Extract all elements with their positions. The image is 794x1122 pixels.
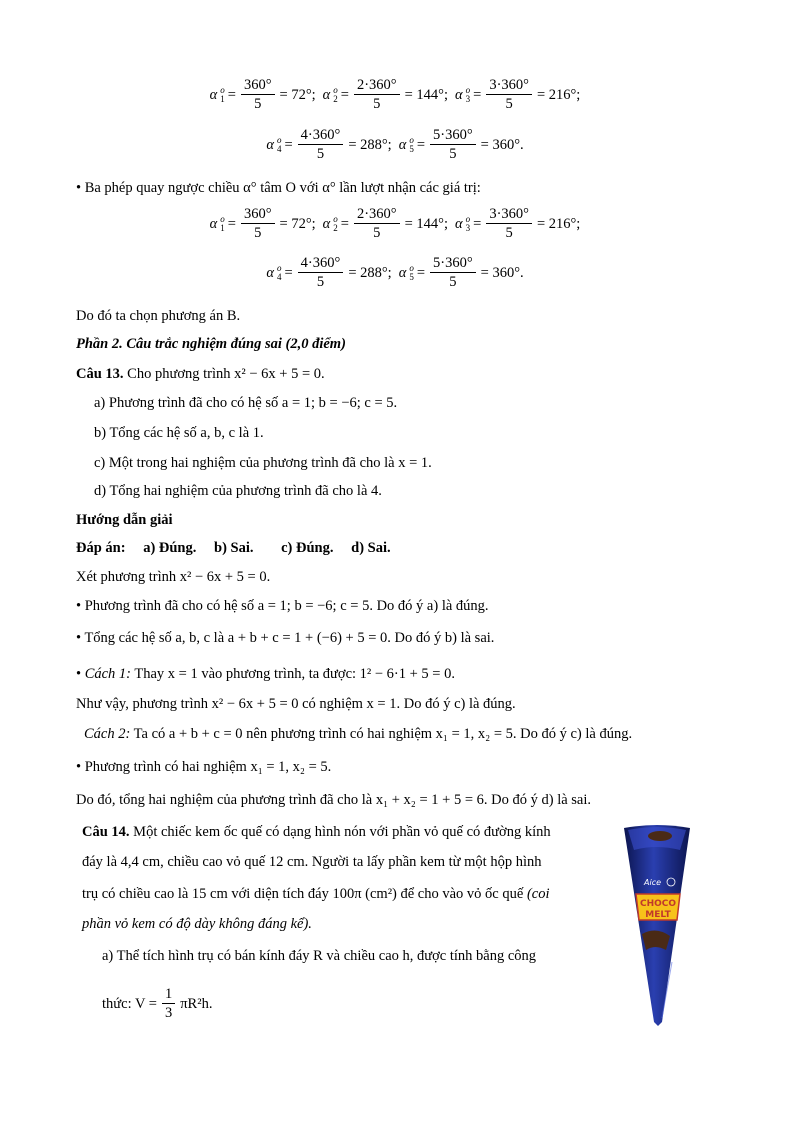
- fraction-denominator: 5: [449, 146, 457, 162]
- answer-a: a) Đúng.: [143, 540, 197, 556]
- result-value: = 216°;: [536, 215, 581, 232]
- formula-fraction: [162, 985, 175, 1022]
- alpha-subscript: 2: [333, 222, 338, 233]
- fraction: [354, 205, 400, 242]
- equals-sign: =: [473, 215, 482, 232]
- method-2-text: Ta có a + b + c = 0 nên phương trình có hai nghiệm x₁ = 1, x₂ = 5. Do đó ý c) là đúng.: [130, 726, 633, 742]
- answer-c: c) Đúng.: [281, 540, 334, 556]
- logo-text-2: MELT: [645, 910, 671, 920]
- fraction-denominator: 5: [254, 96, 262, 112]
- q14-line-3: [82, 884, 549, 904]
- solution-line-5: Như vậy, phương trình x² − 6x + 5 = 0 có nghiệm x = 1. Do đó ý c) là đúng.: [76, 696, 516, 712]
- alpha-term: [210, 76, 316, 113]
- q13-option-b: b) Tổng các hệ số a, b, c là 1.: [94, 425, 264, 441]
- result-value: = 360°.: [480, 136, 524, 153]
- solution-line-4: • Cách 1: Thay x = 1 vào phương trình, ta được: 1² − 6·1 + 5 = 0.: [76, 666, 455, 682]
- result-value: = 144°;: [404, 215, 448, 232]
- alpha-superscript: o: [333, 213, 338, 224]
- fraction: [486, 205, 532, 242]
- q13-option-c: c) Một trong hai nghiệm của phương trình đã cho là x = 1.: [94, 455, 432, 471]
- equals-sign: =: [340, 86, 349, 103]
- alpha-subscript: 1: [220, 222, 225, 233]
- fraction-numerator: 3·360°: [486, 76, 532, 95]
- q14-line-4: phần vỏ kem có độ dày không đáng kể).: [82, 916, 312, 932]
- method-1-text: Thay x = 1 vào phương trình, ta được: 1² − 6·1 + 5 = 0.: [131, 666, 455, 682]
- alpha-superscript: o: [409, 262, 414, 273]
- result-value: = 360°.: [480, 264, 524, 281]
- alpha-term: [323, 205, 448, 242]
- alpha-subscript: 5: [409, 143, 414, 154]
- alpha-term: [266, 254, 391, 291]
- q14-text-3-italic: (coi: [526, 886, 550, 902]
- result-value: = 144°;: [404, 86, 448, 103]
- equals-sign: =: [416, 136, 426, 153]
- q14-label: Câu 14.: [82, 824, 130, 840]
- alpha-superscript: o: [409, 134, 414, 145]
- fraction-denominator: 5: [505, 96, 513, 112]
- fraction-numerator: 4·360°: [298, 126, 344, 145]
- fraction-numerator: 3·360°: [486, 205, 532, 224]
- alpha-symbol: α: [322, 86, 331, 103]
- alpha-symbol: α: [209, 86, 218, 103]
- part2-heading: Phần 2. Câu trắc nghiệm đúng sai (2,0 điểm): [76, 336, 346, 352]
- fraction: [298, 254, 344, 291]
- fraction-numerator: 2·360°: [354, 205, 400, 224]
- q13-option-a: a) Phương trình đã cho có hệ số a = 1; b = −6; c = 5.: [94, 395, 398, 411]
- alpha-symbol: α: [398, 136, 407, 153]
- q14-text-3: trụ có chiều cao là 15 cm với diện tích đáy 100π (cm²) để cho vào vỏ ốc quế: [82, 886, 527, 902]
- fraction-numerator: 360°: [241, 205, 275, 224]
- equals-sign: =: [284, 136, 293, 153]
- ice-cream-cone-image: [622, 822, 692, 1027]
- q14-line-2: đáy là 4,4 cm, chiều cao vỏ quế 12 cm. Người ta lấy phần kem từ một hộp hình: [82, 854, 542, 870]
- q14-option-a-line-1: a) Thể tích hình trụ có bán kính đáy R và chiều cao h, được tính bằng công: [102, 948, 537, 964]
- bullet-rotations-ccw: • Ba phép quay ngược chiều α° tâm O với α° lần lượt nhận các giá trị:: [76, 180, 481, 196]
- q13-option-d: d) Tổng hai nghiệm của phương trình đã cho là 4.: [94, 483, 382, 499]
- conclusion-b: Do đó ta chọn phương án B.: [76, 308, 241, 324]
- alpha-subscript: 3: [465, 222, 471, 233]
- fraction-denominator: 5: [505, 225, 513, 241]
- equals-sign: =: [227, 86, 236, 103]
- fraction-denominator: 5: [449, 274, 457, 290]
- alpha-superscript: o: [465, 213, 471, 224]
- answer-label: Đáp án:: [76, 540, 126, 556]
- solution-line-8: Do đó, tổng hai nghiệm của phương trình đã cho là x₁ + x₂ = 1 + 5 = 6. Do đó ý d) là sai.: [76, 792, 592, 808]
- fraction: [430, 126, 476, 163]
- result-value: = 216°;: [536, 86, 581, 103]
- solution-line-2: • Phương trình đã cho có hệ số a = 1; b = −6; c = 5. Do đó ý a) là đúng.: [76, 598, 489, 614]
- alpha-term: [266, 126, 391, 163]
- alpha-superscript: o: [220, 84, 225, 95]
- fraction: [298, 126, 344, 163]
- fraction: [430, 254, 476, 291]
- formula-prefix: thức: V =: [102, 995, 157, 1012]
- fraction: [241, 205, 275, 242]
- answer-line: [76, 538, 391, 558]
- q13-stem-text: Cho phương trình x² − 6x + 5 = 0.: [123, 366, 325, 382]
- alpha-symbol: α: [322, 215, 331, 232]
- alpha-symbol: α: [455, 215, 463, 232]
- alpha-term: [399, 126, 524, 163]
- fraction-numerator: 2·360°: [354, 76, 400, 95]
- alpha-symbol: α: [455, 86, 463, 103]
- q14-option-a-line-2: [102, 985, 212, 1022]
- alpha-subscript: 4: [276, 271, 282, 282]
- equals-sign: =: [473, 86, 482, 103]
- fraction-numerator: 5·360°: [430, 254, 476, 273]
- fraction-denominator: 5: [316, 274, 325, 290]
- solution-heading: Hướng dẫn giải: [76, 512, 173, 528]
- result-value: = 288°;: [348, 264, 392, 281]
- fraction: [354, 76, 400, 113]
- solution-line-6: [84, 724, 632, 744]
- fraction-numerator: 360°: [241, 76, 275, 95]
- alpha-superscript: o: [276, 262, 282, 273]
- method-2-label: Cách 2:: [84, 726, 131, 742]
- alpha-superscript: o: [276, 134, 282, 145]
- alpha-term: [455, 205, 580, 242]
- rotation-row-2: [0, 126, 794, 163]
- alpha-term: [399, 254, 524, 291]
- alpha-subscript: 1: [220, 93, 225, 104]
- alpha-term: [210, 205, 316, 242]
- formula-denominator: 3: [164, 1005, 173, 1021]
- solution-line-3: • Tổng các hệ số a, b, c là a + b + c = 1 + (−6) + 5 = 0. Do đó ý b) là sai.: [76, 630, 495, 646]
- fraction-denominator: 5: [373, 96, 381, 112]
- formula-numerator: 1: [162, 985, 175, 1004]
- answer-d: d) Sai.: [351, 540, 391, 556]
- alpha-term: [323, 76, 448, 113]
- fraction-numerator: 5·360°: [430, 126, 476, 145]
- result-value: = 288°;: [348, 136, 392, 153]
- fraction: [486, 76, 532, 113]
- logo-text-1: CHOCO: [639, 899, 677, 909]
- alpha-superscript: o: [333, 84, 338, 95]
- alpha-symbol: α: [266, 264, 274, 281]
- alpha-superscript: o: [220, 213, 225, 224]
- answer-b: b) Sai.: [214, 540, 254, 556]
- method-1-label: Cách 1:: [84, 666, 132, 682]
- q14-line-1: [82, 822, 551, 842]
- fraction-denominator: 5: [373, 225, 381, 241]
- equals-sign: =: [284, 264, 293, 281]
- brand-text: Aice: [644, 878, 662, 887]
- alpha-subscript: 5: [409, 271, 414, 282]
- formula-tail: πR²h.: [180, 995, 213, 1012]
- result-value: = 72°;: [279, 215, 316, 232]
- result-value: = 72°;: [279, 86, 316, 103]
- fraction: [241, 76, 275, 113]
- alpha-symbol: α: [209, 215, 218, 232]
- alpha-subscript: 3: [465, 93, 471, 104]
- equals-sign: =: [340, 215, 349, 232]
- fraction-denominator: 5: [254, 225, 262, 241]
- alpha-superscript: o: [465, 84, 471, 95]
- alpha-subscript: 4: [276, 143, 282, 154]
- solution-line-1: Xét phương trình x² − 6x + 5 = 0.: [76, 569, 271, 585]
- equals-sign: =: [227, 215, 236, 232]
- q13-label: Câu 13.: [76, 366, 124, 382]
- chocolate-chunk-top: [648, 831, 672, 841]
- cone-wrapper-shape: [624, 825, 690, 1026]
- q13-stem: [76, 364, 325, 384]
- fraction-numerator: 4·360°: [298, 254, 344, 273]
- rotation-row-3: [0, 205, 794, 242]
- fraction-denominator: 5: [316, 146, 325, 162]
- alpha-subscript: 2: [333, 93, 338, 104]
- alpha-symbol: α: [398, 264, 407, 281]
- alpha-symbol: α: [266, 136, 274, 153]
- q14-text-1: Một chiếc kem ốc quế có dạng hình nón với phần vỏ quế có đường kính: [129, 824, 551, 840]
- equals-sign: =: [416, 264, 426, 281]
- rotation-row-4: [0, 254, 794, 291]
- rotation-row-1: [0, 76, 794, 113]
- alpha-term: [455, 76, 580, 113]
- solution-line-7: • Phương trình có hai nghiệm x₁ = 1, x₂ = 5.: [76, 759, 332, 775]
